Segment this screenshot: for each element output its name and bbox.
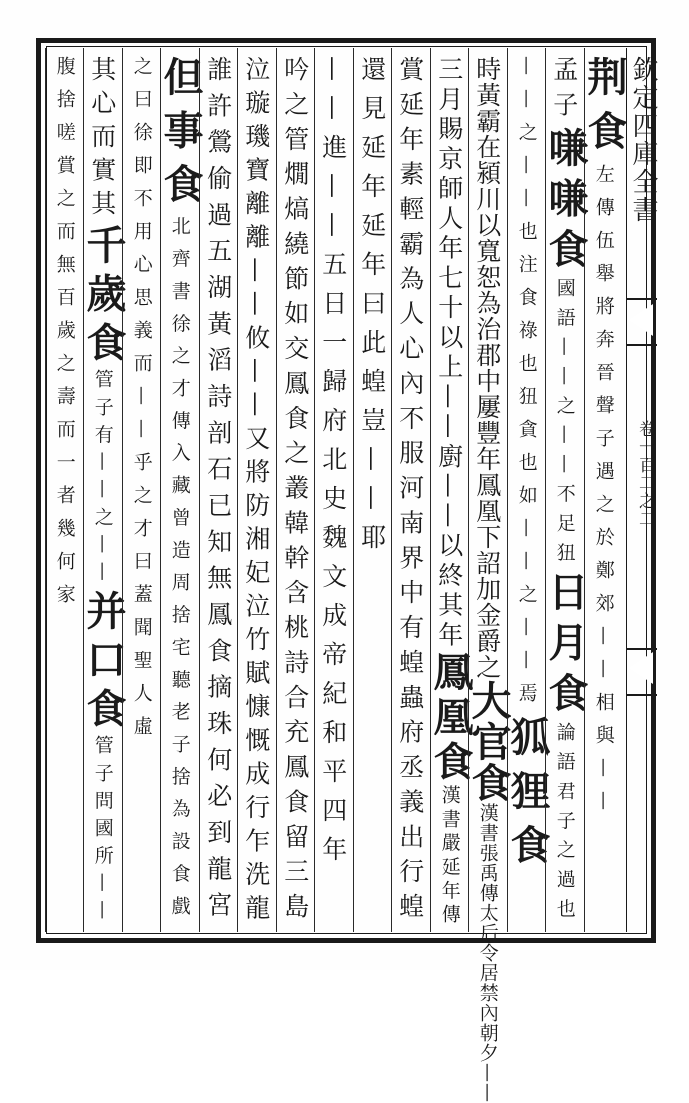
column-rule xyxy=(83,48,84,932)
entry-heading: 荆食 xyxy=(581,56,628,164)
annotation-text: 論語君子之過也 xyxy=(553,722,576,928)
column-rule xyxy=(545,48,546,932)
text-column xyxy=(45,56,84,928)
column-rule xyxy=(584,48,585,932)
fishtail-mark-lower xyxy=(627,648,657,696)
annotation-text: 而無百歲之壽 xyxy=(53,221,76,419)
text-column xyxy=(353,56,392,928)
fishtail-mark-upper xyxy=(627,298,657,346)
annotation-text: 漢書張禹傳太后令居禁內朝夕—— xyxy=(476,803,499,1103)
body-text: 吟之管燗熇繞節如交鳳食之叢韓幹含桃詩合充鳳食留三島 xyxy=(280,56,310,928)
column-rule xyxy=(507,48,508,932)
text-column xyxy=(80,56,127,928)
text-column xyxy=(122,56,161,928)
annotation-text: ——之——也注食祿也狃貪也 xyxy=(515,56,538,485)
text-column xyxy=(199,56,238,928)
body-text: 誰許鶯偷過五湖黃滔詩剖石已知無鳳食摘珠何必到龍宮 xyxy=(203,56,233,928)
text-column xyxy=(391,56,430,928)
text-column xyxy=(427,56,474,928)
text-column xyxy=(314,56,353,928)
column-rule xyxy=(237,48,238,932)
entry-heading: 日月食 xyxy=(542,571,589,723)
body-text: 其心而實其 xyxy=(87,56,117,224)
annotation-text: 國語——之——不足狃 xyxy=(553,277,576,572)
entry-heading: 嗛嗛食 xyxy=(542,126,589,278)
entry-heading: 狐狸食 xyxy=(504,716,551,878)
column-rule xyxy=(122,48,123,932)
volume-label: 卷一百二之二 xyxy=(635,420,655,528)
entry-heading: 但事食 xyxy=(157,56,204,217)
book-title: 欽定四庫全書 xyxy=(628,56,658,224)
column-rule xyxy=(430,48,431,932)
text-column xyxy=(157,56,204,928)
column-rule xyxy=(199,48,200,932)
annotation-text: 漢書嚴延年傳 xyxy=(438,785,461,928)
text-column xyxy=(504,56,551,928)
annotation-text: 而一者幾何家 xyxy=(53,419,76,617)
body-text: 時黃霸在潁川以寬恕為治郡中屢豐年鳳凰下詔加金爵之 xyxy=(472,56,502,680)
text-column xyxy=(581,56,628,928)
body-text: 賞延年素輕霸為人心內不服河南界中有蝗蟲府丞義出行蝗 xyxy=(395,56,425,928)
column-rule xyxy=(314,48,315,932)
body-text: 還見延年延年曰此蝗豈——耶 xyxy=(357,56,387,563)
body-text: 泣璇璣寶離離——攸——又將防湘妃泣竹賦慷慨成行乍洗龍 xyxy=(241,56,271,928)
entry-heading: 并口食 xyxy=(80,589,127,736)
annotation-text: 左傳伍舉將奔晉聲子遇之於鄭郊——相與—— xyxy=(592,164,615,824)
body-text: 孟子 xyxy=(549,56,579,127)
entry-heading: 千歲食 xyxy=(80,223,127,370)
entry-heading: 大官食 xyxy=(465,680,512,803)
annotation-text: 如——之——焉 xyxy=(515,485,538,716)
text-column xyxy=(237,56,276,928)
entry-heading: 鳳凰食 xyxy=(427,651,474,786)
annotation-text: 腹捨嗟賞之 xyxy=(53,56,76,221)
column-rule xyxy=(468,48,469,932)
annotation-text: 之曰徐即不用心思義而——乎之才曰蓋聞聖人虛 xyxy=(130,56,153,749)
column-rule xyxy=(45,48,46,932)
body-text: ——進——五日一歸府北史魏文成帝紀和平四年 xyxy=(318,56,348,875)
column-rule xyxy=(391,48,392,932)
column-rule xyxy=(353,48,354,932)
column-rule xyxy=(276,48,277,932)
body-text: 三月賜京師人年七十以上——廚——以終其年 xyxy=(434,56,464,652)
annotation-text: 管子問國所—— xyxy=(91,735,114,928)
text-column xyxy=(276,56,315,928)
text-column xyxy=(465,56,512,1103)
annotation-text: 管子有——之—— xyxy=(91,369,114,590)
column-rule xyxy=(160,48,161,932)
annotation-text: 北齊書徐之才傳入藏曾造周捨宅聽老子捨為設食戲 xyxy=(168,216,191,928)
